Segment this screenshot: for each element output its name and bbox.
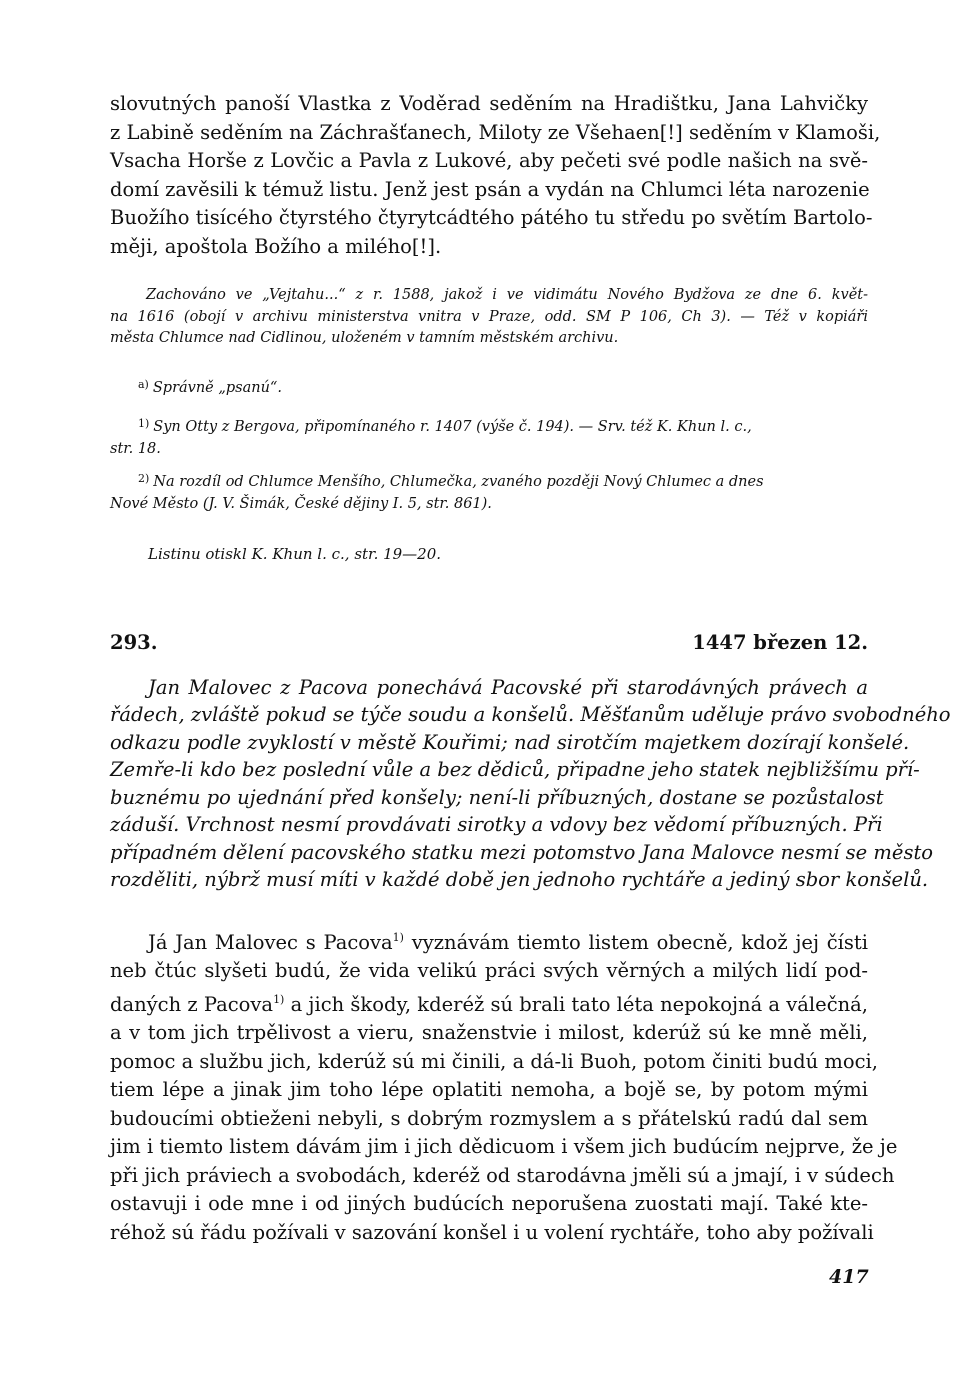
footnote-mark: 1)	[138, 416, 150, 430]
note-line: města Chlumce nad Cidlinou, uloženém v tamním městském archivu.	[110, 330, 619, 346]
footnote-text: Nové Město (J. V. Šimák, České dějiny I. 5, str. 861).	[110, 495, 492, 512]
regest-line: Jan Malovec z Pacova ponechává Pacovské při starodávných právech a	[148, 675, 868, 699]
footnote-text: Syn Otty z Bergova, připomínaného r. 1407 (výše č. 194). — Srv. též K. Khun l. c.,	[153, 418, 752, 435]
footnote-text: Správně „psanú“.	[152, 379, 282, 396]
footnote-2	[110, 468, 868, 515]
footnotes	[110, 374, 868, 515]
footnote-mark: 2)	[138, 471, 150, 485]
regest-line: buznému po ujednání před konšely; není-li příbuzných, dostane se pozůstalost	[110, 785, 884, 809]
text-line: tiem lépe a jinak jim toho lépe oplatiti nemoha, a bojě se, by potom mými	[110, 1078, 868, 1101]
regest	[110, 674, 951, 894]
note-line: na 1616 (obojí v archivu ministerstva vnitra v Praze, odd. SM P 106, Ch 3). — Též v kopiáři	[110, 308, 868, 325]
printed-source-note: Listinu otiskl K. Khun l. c., str. 19—20.	[148, 544, 442, 563]
document-date: 1447 březen 12.	[692, 630, 868, 654]
footnote-reference: 1)	[273, 992, 285, 1006]
text-line: Já Jan Malovec s Pacova$^{1)}$ vyznávám tiemto listem obecně, kdož jej čísti	[148, 930, 868, 954]
text-line: domí zavěsili k témuž listu. Jenž jest psán a vydán na Chlumci léta narozenie	[110, 177, 870, 201]
footnote-reference: 1)	[392, 930, 404, 944]
book-page	[110, 90, 951, 1247]
footnote-1	[110, 413, 868, 460]
text-line: při jich práviech a svobodách, kderéž od starodávna jměli sú a jmají, i v súdech	[110, 1163, 895, 1187]
text-line: budoucími obtieženi nebyli, s dobrým rozmyslem a s přátelskú radú dal sem	[110, 1106, 868, 1130]
footnote-mark: a)	[138, 377, 149, 391]
text-line: a v tom jich trpělivost a vieru, snaženstvie i milost, kderúž sú ke mně měli,	[110, 1021, 868, 1044]
text-line: Vsacha Horše z Lovčic a Pavla z Lukové, aby pečeti své podle našich na svě-	[110, 149, 868, 172]
footnote-a	[110, 374, 868, 399]
regest-line: rozděliti, nýbrž musí míti v každé době jen jednoho rychtáře a jediný sbor konšelů.	[110, 868, 929, 891]
text-line: réhož sú řádu požívali v sazování konšel i u volení rychtáře, toho aby požívali	[110, 1220, 874, 1244]
regest-line: Zemře-li kdo bez poslední vůle a bez dědiců, připadne jeho statek nejbližšímu pří-	[110, 758, 920, 781]
footnote-text: Na rozdíl od Chlumce Menšího, Chlumečka, zvaného později Nový Chlumec a dnes	[153, 473, 764, 490]
regest-line: řádech, zvláště pokud se týče soudu a konšelů. Měšťanům uděluje právo svobodného	[110, 703, 951, 726]
page-number: 417	[829, 1266, 869, 1288]
regest-line: záduší. Vrchnost nesmí provdávati sirotky a vdovy bez vědomí příbuzných. Při	[110, 813, 883, 836]
text-line: neb čtúc slyšeti budú, že vida velikú práci svých věrných a milých lidí pod-	[110, 959, 868, 982]
text-line: pomoc a službu jich, kderúž sú mi činili, a dá-li Buoh, potom činiti budú moci,	[110, 1049, 878, 1073]
text-line: ostavuji i ode mne i od jiných budúcích neporušena zuostati mají. Také kte-	[110, 1192, 868, 1215]
regest-line: odkazu podle zvyklostí v městě Kouřimi; nad sirotčím majetkem dozírají konšelé.	[110, 730, 910, 754]
text-line: slovutných panoší Vlastka z Voděrad seděním na Hradištku, Jana Lahvičky	[110, 92, 868, 115]
footnote-text: str. 18.	[110, 440, 161, 457]
archival-note	[110, 285, 868, 350]
document-heading	[110, 631, 868, 654]
regest-line: případném dělení pacovského statku mezi potomstvo Jana Malovce nesmí se město	[110, 840, 934, 864]
text-line: z Labině seděním na Záchrašťanech, Miloty ze Všehaen[!] seděním v Klamoši,	[110, 120, 881, 144]
text-line: daných z Pacova$^{1)}$ a jich škody, kderéž sú brali tato léta nepokojná a válečná,	[110, 992, 869, 1016]
text-line: měji, apoštola Božího a milého[!].	[110, 234, 442, 258]
charter-text	[110, 924, 898, 1248]
note-line: Zachováno ve „Vejtahu...“ z r. 1588, jakož i ve vidimátu Nového Bydžova ze dne 6. květ-	[146, 287, 868, 303]
top-paragraph	[110, 90, 881, 261]
document-number: 293.	[110, 630, 158, 654]
text-line: Buožího tisícého čtyrstého čtyrytcádtého pátého tu středu po světím Bartolo-	[110, 206, 873, 229]
text-line: jim i tiemto listem dávám jim i jich dědicuom i všem jich budúcím nejprve, že je	[110, 1135, 898, 1158]
